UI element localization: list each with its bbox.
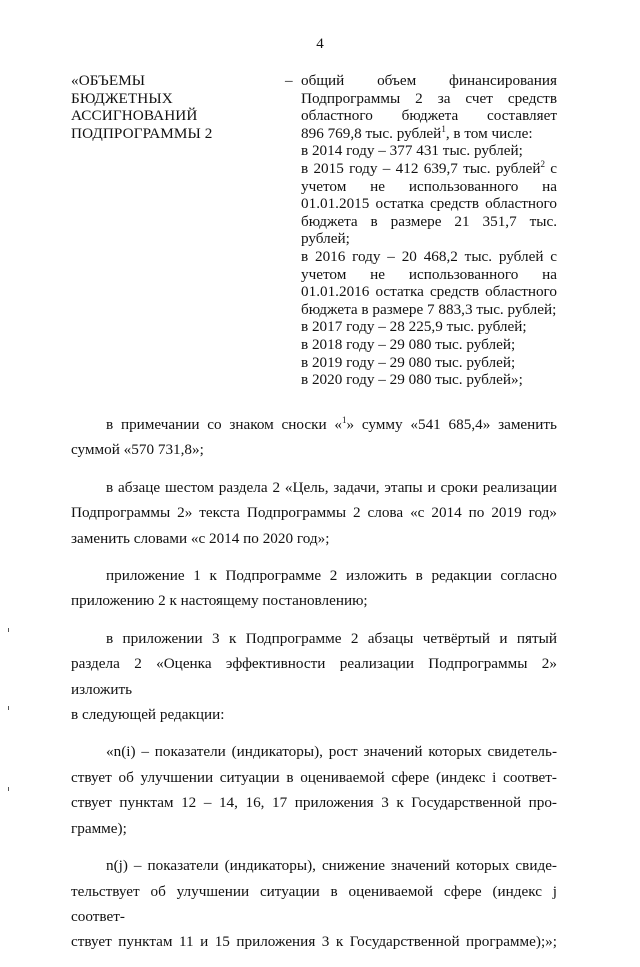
line-text: Подпрограммы 2» текста Подпрограммы 2 слова «с 2014 по 2019 год»	[71, 504, 557, 522]
footnote-mark: 1	[342, 415, 347, 425]
line-text: учетом не использованного на	[301, 265, 557, 283]
body-text	[71, 412, 557, 967]
paragraph	[71, 475, 557, 551]
line-text-continued: , в том числе:	[445, 124, 533, 142]
footnote-mark: 2	[540, 158, 545, 169]
text-line	[71, 475, 557, 500]
text-line	[301, 371, 557, 389]
page-number: 4	[316, 36, 324, 52]
line-text: учетом не использованного на	[301, 177, 557, 195]
text-line	[71, 929, 557, 954]
text-line	[301, 354, 557, 372]
line-text: рублей;	[301, 230, 350, 248]
line-text: в следующей редакции:	[71, 706, 225, 724]
text-line	[71, 563, 557, 588]
text-line	[71, 879, 557, 930]
text-line	[71, 526, 557, 551]
passport-label-line: ПОДПРОГРАММЫ 2	[71, 124, 213, 142]
text-line	[71, 853, 557, 878]
text-line	[71, 588, 557, 613]
text-line	[301, 230, 557, 248]
line-text: в 2018 году – 29 080 тыс. рублей;	[301, 335, 516, 353]
line-text: в приложении 3 к Подпрограмме 2 абзацы четвёртый и пятый	[106, 629, 557, 647]
text-line	[301, 160, 557, 178]
paragraph	[71, 853, 557, 955]
text-line	[71, 500, 557, 525]
line-text: Подпрограммы 2 за счет средств	[301, 89, 557, 107]
text-line	[301, 107, 557, 125]
line-text: n(j) – показатели (индикаторы), снижение значений которых свиде-	[106, 857, 557, 875]
line-text: бюджета в размере 7 883,3 тыс. рублей;	[301, 300, 557, 318]
text-line	[301, 125, 557, 143]
line-text: общий объем финансирования	[301, 72, 557, 89]
passport-label	[71, 72, 271, 389]
passport-label-line: «ОБЪЕМЫ	[71, 72, 146, 89]
line-text: областного бюджета составляет	[301, 107, 557, 125]
line-text: в примечании со знаком сноски «	[106, 416, 343, 433]
text-line	[301, 178, 557, 196]
line-text: грамме);	[71, 819, 127, 837]
line-text: суммой «570 731,8»;	[71, 441, 204, 459]
text-line	[71, 765, 557, 790]
text-line	[301, 90, 557, 108]
paragraph	[71, 412, 557, 463]
paragraph	[71, 739, 557, 841]
line-text: ствует об улучшении ситуации в оцениваемой сфере (индекс i соответ-	[71, 768, 557, 786]
paragraph	[71, 626, 557, 728]
text-line	[301, 213, 557, 231]
text-line	[301, 336, 557, 354]
line-text: ствует пунктам 12 – 14, 16, 17 приложения 3 к Государственной про-	[71, 794, 557, 812]
text-line	[71, 739, 557, 764]
text-line	[71, 626, 557, 651]
line-text: в 2020 году – 29 080 тыс. рублей»;	[301, 371, 523, 389]
passport-table	[71, 72, 557, 389]
passport-dash: –	[285, 72, 293, 89]
text-line	[301, 248, 557, 266]
line-text: бюджета в размере 21 351,7 тыс.	[301, 212, 557, 230]
footnote-mark: 1	[441, 123, 446, 134]
line-text: ствует пунктам 11 и 15 приложения 3 к Государственной программе);»;	[71, 933, 557, 951]
margin-mark	[8, 628, 9, 632]
line-text: в 2017 году – 28 225,9 тыс. рублей;	[301, 318, 527, 336]
text-line	[301, 301, 557, 319]
line-text-continued: » сумму «541 685,4» заменить	[346, 416, 557, 433]
line-text: приложение 1 к Подпрограмме 2 изложить в редакции согласно	[106, 567, 557, 585]
line-text: 896 769,8 тыс. рублей	[301, 124, 442, 142]
line-text: в 2015 году – 412 639,7 тыс. рублей	[301, 159, 541, 177]
passport-label-line: АССИГНОВАНИЙ	[71, 107, 198, 125]
line-text-continued: с	[544, 159, 557, 177]
text-line	[301, 283, 557, 301]
passport-row	[71, 72, 557, 389]
line-text: тельствует об улучшении ситуации в оцениваемой сфере (индекс j соответ-	[71, 882, 557, 925]
line-text: в 2016 году – 20 468,2 тыс. рублей с	[301, 247, 557, 265]
text-line	[71, 790, 557, 815]
text-line	[71, 702, 557, 727]
line-text: раздела 2 «Оценка эффективности реализации Подпрограммы 2» изложить	[71, 655, 557, 698]
line-text: в абзаце шестом раздела 2 «Цель, задачи, этапы и сроки реализации	[106, 478, 557, 496]
passport-value	[301, 72, 557, 389]
line-text: 01.01.2016 остатка средств областного	[301, 283, 557, 301]
line-text: приложению 2 к настоящему постановлению;	[71, 592, 368, 610]
margin-mark	[8, 787, 9, 791]
line-text: в 2014 году – 377 431 тыс. рублей;	[301, 142, 523, 160]
text-line	[71, 437, 557, 462]
passport-label-line: БЮДЖЕТНЫХ	[71, 89, 173, 107]
text-line	[71, 816, 557, 841]
text-line	[301, 318, 557, 336]
text-line	[71, 412, 557, 437]
margin-mark	[8, 706, 9, 710]
text-line	[301, 142, 557, 160]
text-line	[301, 195, 557, 213]
line-text: в 2019 году – 29 080 тыс. рублей;	[301, 353, 516, 371]
paragraph	[71, 563, 557, 614]
line-text: заменить словами «с 2014 по 2020 год»;	[71, 529, 330, 547]
text-line	[71, 651, 557, 702]
line-text: 01.01.2015 остатка средств областного	[301, 195, 557, 213]
text-line	[301, 72, 557, 90]
line-text: «n(i) – показатели (индикаторы), рост значений которых свидетель-	[106, 743, 557, 761]
text-line	[301, 266, 557, 284]
